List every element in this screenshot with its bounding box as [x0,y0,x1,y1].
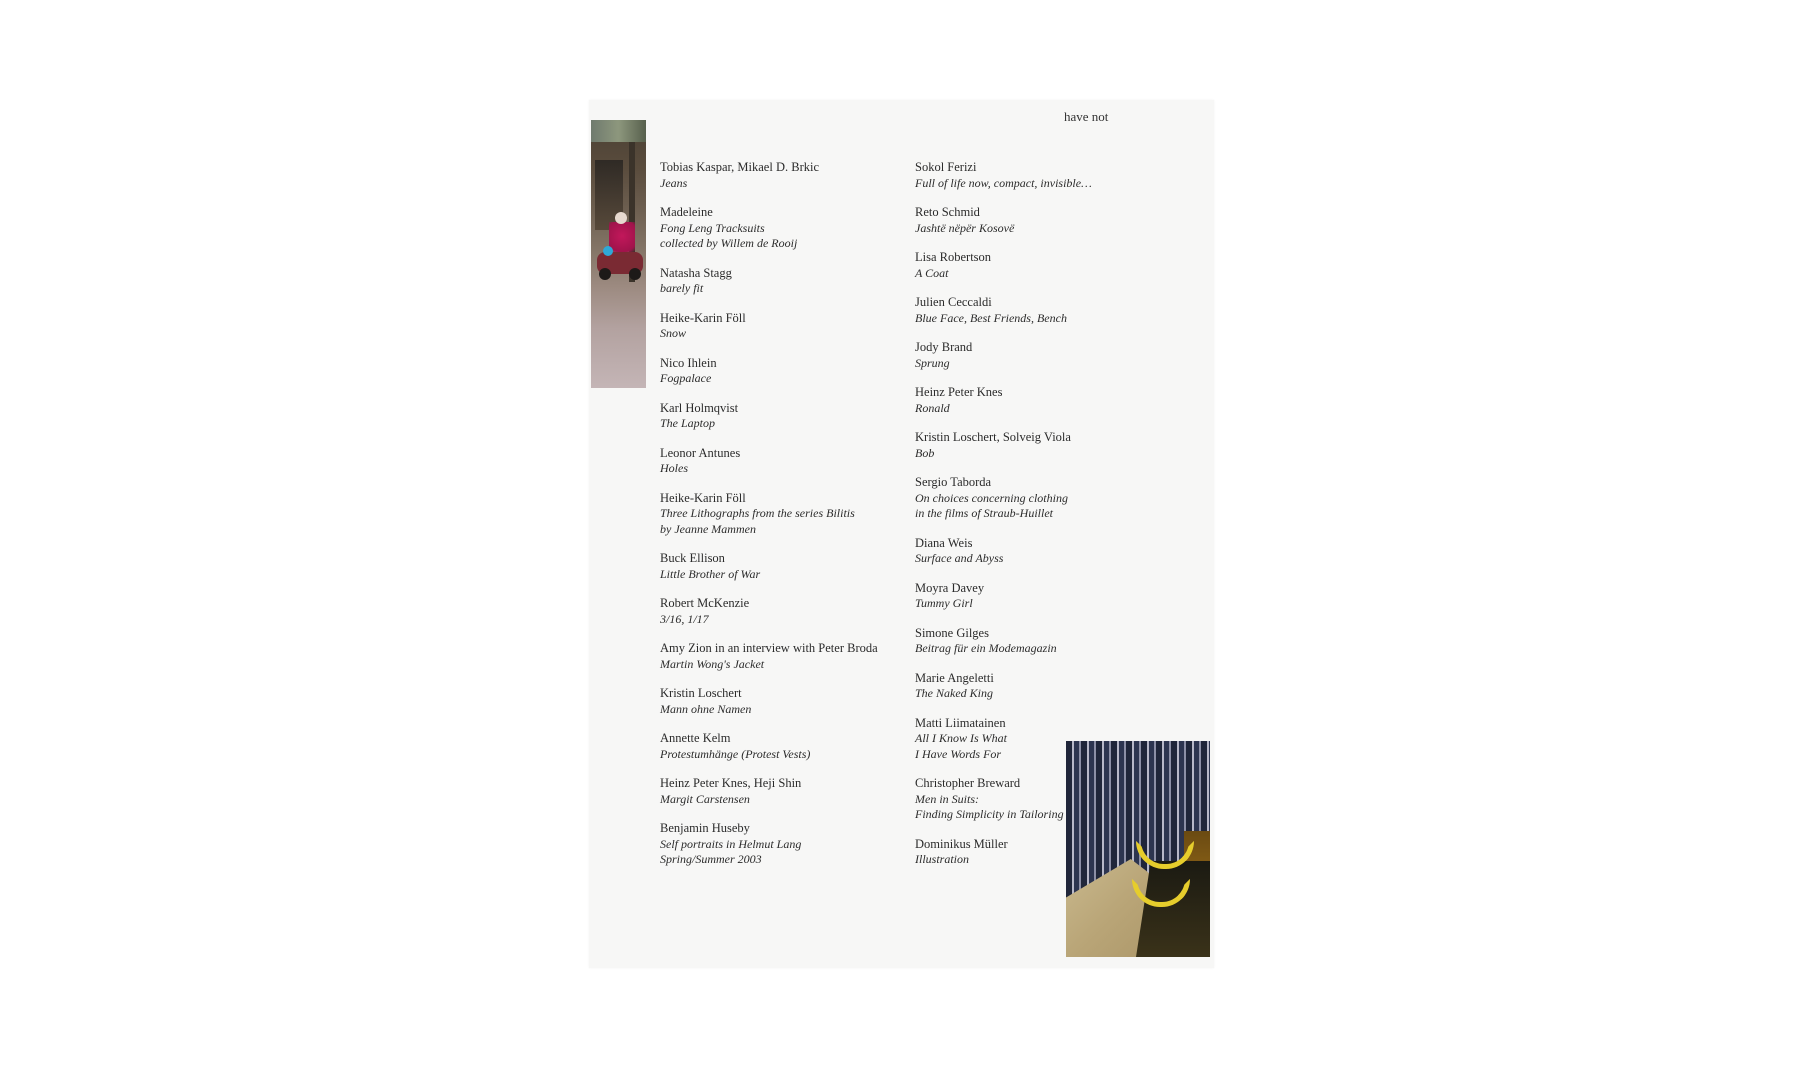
entry-title: Tummy Girl [915,596,973,610]
entry-author: Moyra Davey [915,580,985,595]
entry-author: Heike-Karin Föll [660,310,746,325]
entry-author: Christopher Breward [915,776,1021,790]
contents-entry [660,311,900,342]
entry-author: Lisa Robertson [915,250,992,264]
photo-awning [591,120,646,142]
striped-fabric-photo [1066,741,1210,957]
photo-rider-head [615,212,627,224]
contents-entry [660,446,900,477]
contents-entry [915,250,1115,281]
contents-entry [660,266,900,297]
contents-entry [660,160,900,191]
entry-title: Blue Face, Best Friends, Bench [915,310,1067,325]
contents-entry [660,356,900,387]
contents-entry [915,160,1115,191]
contents-entry [660,641,900,672]
magazine-contents-page [589,100,1214,968]
entry-author: Natasha Stagg [660,265,732,280]
entry-author: Julien Ceccaldi [915,295,992,309]
entry-author: Heike-Karin Föll [660,490,746,505]
entry-author: Heinz Peter Knes, Heji Shin [660,776,802,790]
contents-entry [660,491,900,538]
contents-entry [915,430,1115,461]
contents-entry [660,551,900,582]
entry-title: Surface and Abyss [915,551,1004,565]
entry-title: Holes [660,461,688,475]
entry-title: Bob [915,445,935,460]
entry-author: Annette Kelm [660,731,731,745]
entry-title: Snow [660,326,687,340]
contents-entry [660,205,900,252]
entry-title: Three Lithographs from the series Bilitis by Jeanne Mammen [660,506,855,536]
entry-author: Nico Ihlein [660,355,717,370]
page-header-label: have not [1064,109,1109,124]
entry-author: Tobias Kaspar, Mikael D. Brkic [660,160,820,174]
entry-title: Martin Wong's Jacket [660,656,765,671]
entry-title: The Laptop [660,416,716,430]
contents-entry [660,596,900,627]
entry-title: barely fit [660,281,704,295]
contents-entry [915,536,1115,567]
contents-entry [915,340,1115,371]
entry-title: Jashtë nëpër Kosovë [915,220,1015,235]
entry-title: Self portraits in Helmut Lang Spring/Summer 2003 [660,836,802,866]
entry-author: Sergio Taborda [915,475,992,489]
entry-author: Diana Weis [915,535,973,550]
contents-entry [660,731,900,762]
entry-title: Mann ohne Namen [660,701,752,716]
contents-entry [915,671,1115,702]
entry-title: Margit Carstensen [660,791,750,806]
entry-title: Protestumhänge (Protest Vests) [660,746,811,761]
entry-author: Marie Angeletti [915,670,994,685]
photo-wheel-front [599,268,611,280]
entry-title: The Naked King [915,686,993,700]
entry-author: Heinz Peter Knes [915,385,1003,399]
entry-title: Sprung [915,355,950,370]
contents-entry [915,205,1115,236]
entry-title: Fong Leng Tracksuits collected by Willem de Rooij [660,220,798,250]
entry-title: A Coat [915,265,949,280]
contents-entry [660,686,900,717]
entry-author: Robert McKenzie [660,596,750,610]
entry-author: Dominikus Müller [915,836,1008,851]
contents-entry [660,821,900,868]
contents-entry [915,295,1115,326]
photo-helmet [603,246,613,256]
contents-entry [915,475,1115,522]
entry-author: Kristin Loschert, Solveig Viola [915,430,1071,444]
entry-title: On choices concerning clothing in the films of Straub-Huillet [915,490,1068,520]
entry-title: Ronald [915,400,950,415]
entry-author: Simone Gilges [915,625,989,640]
contents-entry [915,581,1115,612]
contents-entry [660,776,900,807]
entry-title: Full of life now, compact, invisible… [915,175,1092,190]
contents-entry [660,401,900,432]
entry-author: Karl Holmqvist [660,400,739,415]
entry-title: Beitrag für ein Modemagazin [915,641,1057,655]
entry-title: Men in Suits: Finding Simplicity in Tailoring [915,791,1064,821]
entry-title: Fogpalace [660,371,712,385]
entry-title: Jeans [660,175,688,190]
photo-wheel-back [629,268,641,280]
contents-entry [915,626,1115,657]
entry-author: Sokol Ferizi [915,160,977,174]
contents-column-left [660,160,900,882]
entry-author: Madeleine [660,205,713,219]
entry-author: Buck Ellison [660,551,725,565]
street-scene-photo [591,120,646,388]
entry-author: Jody Brand [915,340,973,354]
entry-title: Little Brother of War [660,566,761,581]
entry-title: Illustration [915,852,970,866]
entry-author: Amy Zion in an interview with Peter Broda [660,641,878,655]
entry-author: Matti Liimatainen [915,715,1006,730]
entry-author: Benjamin Huseby [660,821,750,835]
entry-author: Kristin Loschert [660,686,742,700]
entry-title: 3/16, 1/17 [660,611,709,626]
contents-entry [915,385,1115,416]
entry-title: All I Know Is What I Have Words For [915,731,1007,761]
entry-author: Reto Schmid [915,205,980,219]
entry-author: Leonor Antunes [660,445,741,460]
